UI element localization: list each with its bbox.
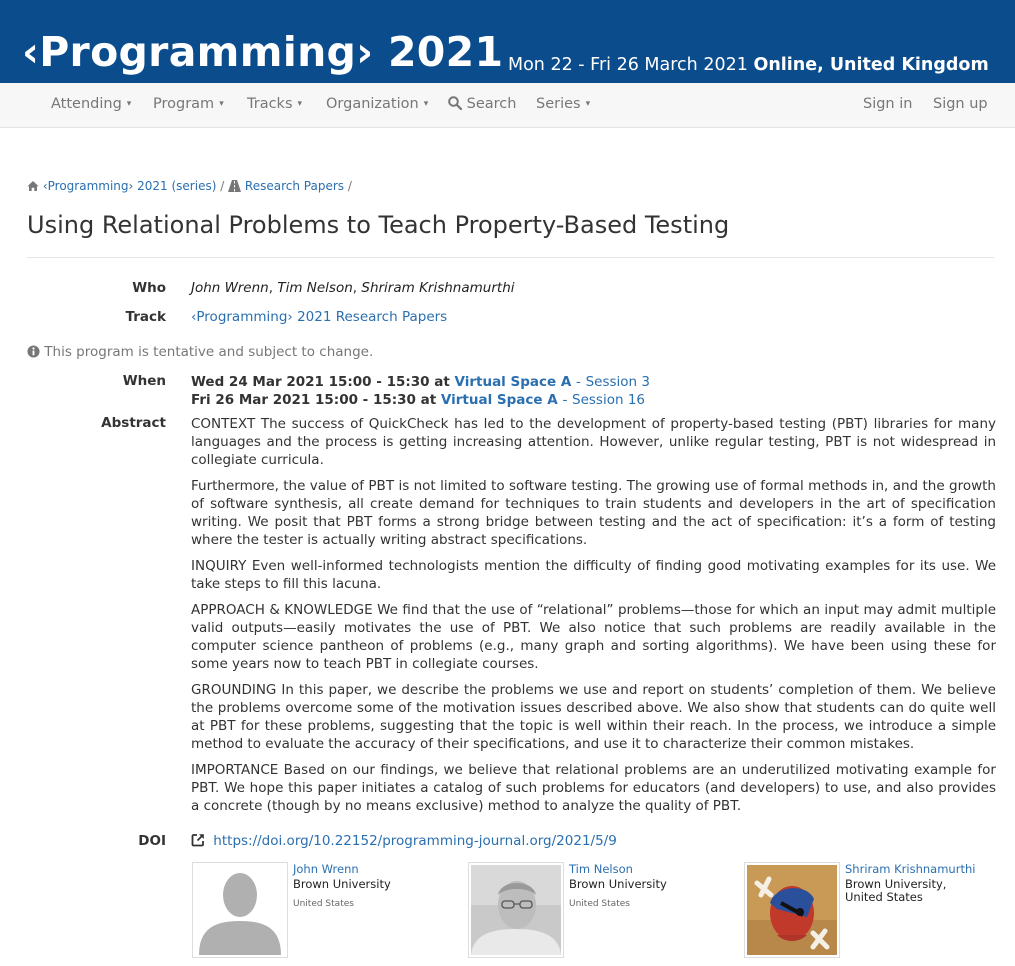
conference-dates xyxy=(508,55,989,75)
abstract-paragraph: IMPORTANCE Based on our findings, we believe that relational problems are an underutilized motivating example for PBT. We hope this paper initiates a catalog of such problems for educators (and developers) to use, and also provides a concrete (though by no means exclusive) method to analyze the quality of PBT. xyxy=(191,762,996,814)
abstract-paragraph: APPROACH & KNOWLEDGE We find that the use of “relational” problems—those for which an input may admit multiple valid outputs—easily motivates the use of PBT. We also notice that such problems are readily available in the computer science pantheon of problems (e.g., many graph and sorting algorithms). We have been using these for some years now to teach PBT in collegiate courses. xyxy=(191,602,996,672)
person-name[interactable]: Tim Nelson xyxy=(569,862,633,876)
abstract-paragraph: GROUNDING In this paper, we describe the problems we use and report on students’ completion of them. We believe the problems overcome some of the motivation issues described above. We also show that students can do quite well at PBT for these problems, suggesting that the topic is well within their reach. In the process, we introduce a simple method to evaluate the accuracy of their specifications, and use it to characterize their common mistakes. xyxy=(191,682,996,752)
road-icon xyxy=(228,180,241,192)
caret-down-icon: ▾ xyxy=(297,99,303,109)
abstract-paragraph: CONTEXT The success of QuickCheck has led to the development of property-based testing (PBT) libraries for many languages and the process is getting increasing attention. However, unlike regular testing, PBT is not widespread in collegiate curricula. xyxy=(191,416,996,468)
conference-location: Online, United Kingdom xyxy=(753,55,989,75)
author-list xyxy=(191,280,515,296)
caret-down-icon: ▾ xyxy=(585,99,591,109)
portrait-photo-icon xyxy=(471,865,561,955)
caret-down-icon: ▾ xyxy=(423,99,429,109)
doi-label: DOI xyxy=(138,833,166,849)
nav-tracks[interactable] xyxy=(247,96,302,112)
nav-program[interactable] xyxy=(153,96,224,112)
room-link[interactable]: Virtual Space A xyxy=(440,392,558,408)
session-slot xyxy=(191,391,650,409)
nav-attending-label: Attending xyxy=(51,96,122,112)
avatar[interactable] xyxy=(192,862,288,958)
external-link-icon xyxy=(191,833,205,847)
sign-in-link[interactable]: Sign in xyxy=(863,96,913,112)
session-link[interactable]: Session 16 xyxy=(572,392,645,408)
track-label: Track xyxy=(125,309,166,325)
room-link[interactable]: Virtual Space A xyxy=(454,374,572,390)
person-card xyxy=(744,862,1015,962)
main-navbar xyxy=(0,83,1015,128)
caret-down-icon: ▾ xyxy=(219,99,224,109)
session-link[interactable]: Session 3 xyxy=(585,374,650,390)
info-icon xyxy=(27,345,40,358)
session-dash: - xyxy=(562,392,568,408)
author-name: John Wrenn xyxy=(191,280,269,296)
who-label: Who xyxy=(132,280,166,296)
title-divider xyxy=(27,257,994,258)
avatar[interactable] xyxy=(468,862,564,958)
default-avatar-icon xyxy=(195,865,285,955)
person-affiliation: Brown University, United States xyxy=(845,877,947,904)
breadcrumb-separator: / xyxy=(347,179,352,193)
session-time: Fri 26 Mar 2021 15:00 - 15:30 at xyxy=(191,392,437,408)
abstract-label: Abstract xyxy=(101,415,166,431)
nav-organization[interactable] xyxy=(326,96,428,112)
avatar[interactable] xyxy=(744,862,840,958)
conference-banner xyxy=(0,0,1015,83)
abstract-text xyxy=(191,415,996,823)
track-link[interactable]: ‹Programming› 2021 Research Papers xyxy=(191,309,448,325)
person-affiliation: Brown University xyxy=(293,877,391,891)
person-country: United States xyxy=(569,899,630,909)
person-country: United States xyxy=(293,899,354,909)
caret-down-icon: ▾ xyxy=(126,99,132,109)
doi-value xyxy=(191,833,617,849)
track-value xyxy=(191,309,447,325)
home-icon xyxy=(27,180,39,192)
breadcrumb-conference[interactable]: ‹Programming› 2021 xyxy=(42,179,168,193)
session-dash: - xyxy=(576,374,581,390)
nav-search-label: Search xyxy=(466,96,517,112)
person-name[interactable]: John Wrenn xyxy=(293,862,359,876)
tentative-notice xyxy=(27,344,373,360)
person-name[interactable]: Shriram Krishnamurthi xyxy=(845,862,976,876)
author-name: Shriram Krishnamurthi xyxy=(361,280,515,296)
session-slot xyxy=(191,373,650,391)
abstract-paragraph: INQUIRY Even well-informed technologists mention the difficulty of finding good motivating examples for its use. We take steps to fill this lacuna. xyxy=(191,558,996,592)
breadcrumb-series[interactable]: (series) xyxy=(171,179,217,193)
conference-title[interactable]: ‹Programming› 2021 xyxy=(22,28,504,76)
breadcrumb xyxy=(27,179,352,193)
nav-series[interactable] xyxy=(536,96,590,112)
doi-link[interactable]: https://doi.org/10.22152/programming-journal.org/2021/5/9 xyxy=(213,833,617,849)
session-times xyxy=(191,373,650,409)
nav-series-label: Series xyxy=(536,96,581,112)
nav-tracks-label: Tracks xyxy=(247,96,293,112)
author-name: Tim Nelson xyxy=(277,280,353,296)
search-icon xyxy=(448,96,462,110)
sign-up-link[interactable]: Sign up xyxy=(933,96,988,112)
breadcrumb-track[interactable]: Research Papers xyxy=(244,179,345,193)
person-affiliation: Brown University xyxy=(569,877,667,891)
page-title: Using Relational Problems to Teach Property-Based Testing xyxy=(27,211,730,239)
person-card xyxy=(468,862,748,962)
author-separator: , xyxy=(352,280,358,296)
nav-organization-label: Organization xyxy=(326,96,419,112)
date-range: Mon 22 - Fri 26 March 2021 xyxy=(508,55,748,75)
nav-attending[interactable] xyxy=(51,96,131,112)
when-label: When xyxy=(122,373,166,389)
nav-program-label: Program xyxy=(153,96,215,112)
person-card xyxy=(192,862,472,962)
nav-search[interactable] xyxy=(448,96,516,112)
session-time: Wed 24 Mar 2021 15:00 - 15:30 at xyxy=(191,374,450,390)
tentative-text: This program is tentative and subject to change. xyxy=(44,344,374,360)
portrait-photo-icon xyxy=(747,865,837,955)
breadcrumb-separator: / xyxy=(220,179,225,193)
abstract-paragraph: Furthermore, the value of PBT is not limited to software testing. The growing use of formal methods in, and the growth of software synthesis, all create demand for techniques to train students and developers in the art of specification writing. We posit that PBT forms a strong bridge between testing and the act of specification: it’s a form of testing where the tester is actually writing abstract specifications. xyxy=(191,478,996,548)
author-separator: , xyxy=(268,280,274,296)
